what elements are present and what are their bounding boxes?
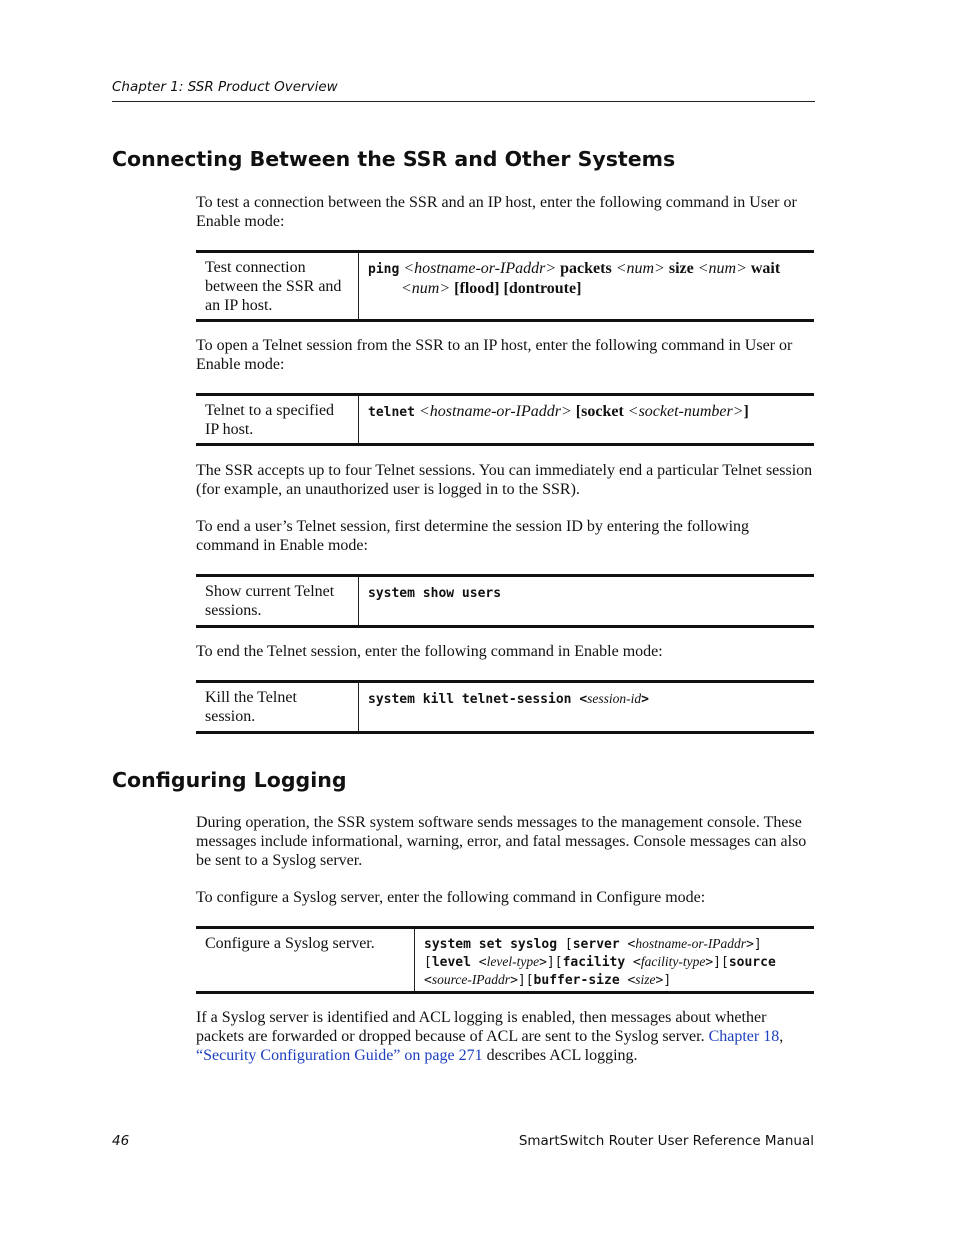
end-session-paragraph: To end a user’s Telnet session, first determine the session ID by entering the following command in Enable mode: [196,518,750,554]
show-users-command: system show users [368,586,502,601]
telnet-keyword: telnet [368,405,415,420]
ping-packets-kw: packets [560,260,612,277]
syslog-intro: To configure a Syslog server, enter the following command in Configure mode: [196,889,706,906]
syslog-source-kw: source [728,955,776,970]
syslog-bracket: >][ [424,937,762,970]
show-users-command-table [196,574,814,628]
ping-options-kw: [flood] [dontroute] [454,280,582,297]
show-users-syntax [359,577,814,625]
ping-size-kw: size [668,260,694,277]
sessions-paragraph: The SSR accepts up to four Telnet sessions. You can immediately end a particular Telnet session (for example, an unauthorized user is logged in to the SSR). [196,462,813,498]
syslog-bracket: < [625,955,641,970]
section-title-logging: Configuring Logging [112,768,347,792]
ping-continuation [368,279,806,298]
show-users-description: Show current Telnet sessions. [196,577,359,625]
ping-num-arg: <num> [615,260,665,277]
telnet-socket-arg: <socket-number> [627,403,744,420]
telnet-intro: To open a Telnet session from the SSR to an IP host, enter the following command in User or Enable mode: [196,337,793,373]
syslog-host-arg: hostname-or-IPaddr [635,936,747,951]
ping-host-arg: <hostname-or-IPaddr> [403,260,557,277]
kill-intro: To end the Telnet session, enter the following command in Enable mode: [196,643,663,660]
syslog-bracket: >][ [539,955,563,970]
syslog-bracket: >][ [510,973,534,988]
chapter-18-link[interactable]: Chapter 18 [708,1028,780,1045]
ping-num-arg: <num> [697,260,747,277]
syslog-bracket: < [424,973,432,988]
syslog-bracket: < [619,937,636,952]
ping-keyword: ping [368,262,400,277]
syslog-buffer-kw: buffer-size [533,973,620,988]
kill-session-arg: session-id [587,691,642,706]
acl-paragraph [196,1008,816,1065]
acl-comma: , [779,1028,784,1045]
syslog-bracket: < [619,973,636,988]
telnet-socket-kw: [socket [575,403,624,420]
section-title-connecting: Connecting Between the SSR and Other Systems [112,147,676,171]
syslog-level-arg: level-type [486,954,540,969]
syslog-source-arg: source-IPaddr [431,972,511,987]
logging-intro: During operation, the SSR system software sends messages to the management console. These messages include informational, warning, error, and fatal messages. Console messages can also be sent to a Syslog server. [196,814,807,869]
syslog-facility-arg: facility-type [640,954,706,969]
header-rule [112,101,815,102]
syslog-description: Configure a Syslog server. [196,929,415,991]
kill-close-bracket: > [641,692,649,707]
kill-command: system kill telnet-session < [368,692,588,707]
telnet-host-arg: <hostname-or-IPaddr> [418,403,572,420]
ping-syntax [359,253,814,319]
telnet-close-bracket: ] [743,403,749,420]
security-guide-link[interactable]: “Security Configuration Guide” on page 271 [196,1047,483,1064]
running-header: Chapter 1: SSR Product Overview [112,79,338,95]
syslog-bracket: >] [655,973,672,988]
syslog-bracket: < [470,955,487,970]
telnet-syntax [359,396,814,443]
acl-text: If a Syslog server is identified and ACL logging is enabled, then messages about whether packets are forwarded or dropped because of ACL are sent to the Syslog server. [196,1009,767,1045]
ping-description: Test connection between the SSR and an IP host. [196,253,359,319]
ping-intro: To test a connection between the SSR and an IP host, enter the following command in User or Enable mode: [196,194,797,230]
syslog-level-kw: level [431,955,471,970]
acl-text-end: describes ACL logging. [486,1047,638,1064]
ping-command-table [196,250,814,322]
kill-command-table [196,680,814,734]
kill-description: Kill the Telnet session. [196,683,359,731]
syslog-size-arg: size [635,972,656,987]
ping-num-arg: <num> [401,280,451,297]
kill-syntax [359,683,814,731]
ping-wait-kw: wait [750,260,781,277]
manual-title: SmartSwitch Router User Reference Manual [518,1133,814,1149]
syslog-facility-kw: facility [562,955,626,970]
syslog-command-table [196,926,814,994]
syslog-bracket: >][ [705,955,729,970]
telnet-command-table [196,393,814,446]
syslog-command: system set syslog [424,937,558,952]
syslog-server-kw: server [572,937,620,952]
syslog-bracket: [ [557,937,573,952]
page-number: 46 [112,1133,130,1149]
syslog-syntax [415,929,814,991]
telnet-description: Telnet to a specified IP host. [196,396,359,443]
